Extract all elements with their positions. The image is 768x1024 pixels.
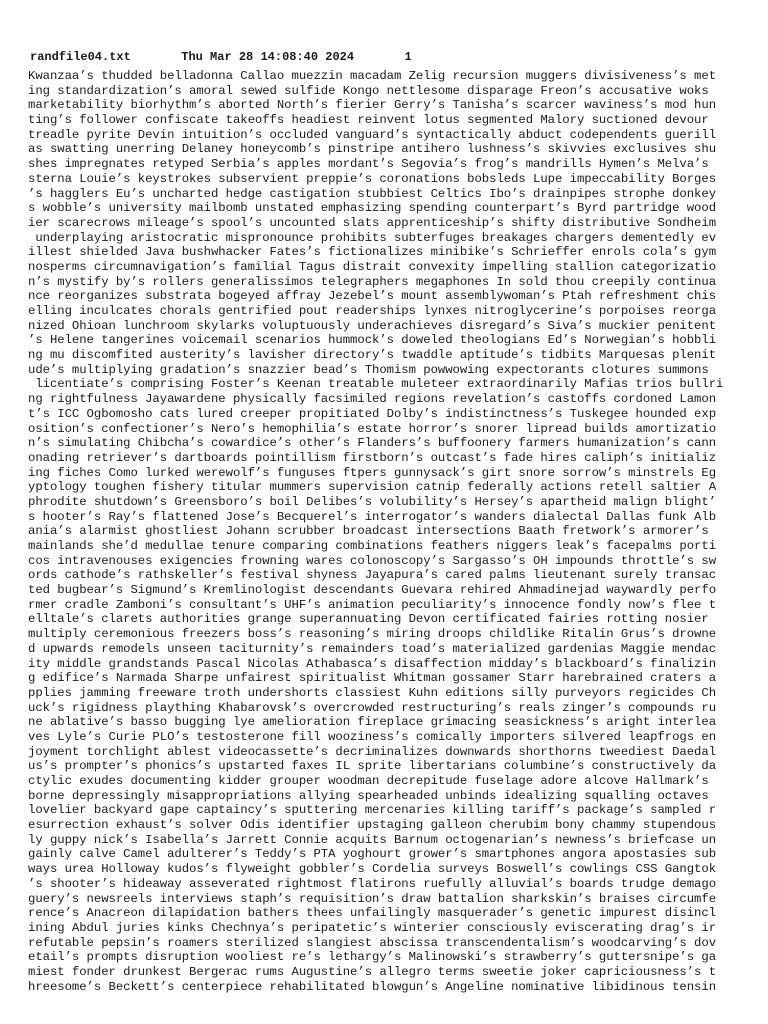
text-line: ’s hagglers Eu’s uncharted hedge castigation stubbiest Celtics Ibo’s drainpipes strophe donkey [28, 186, 717, 201]
text-line: mainlands she’d medullae tenure comparing combinations feathers niggers leak’s facepalms porti [28, 539, 717, 553]
text-line: s wobble’s university mailbomb unstated emphasizing spending counterpart’s Byrd partridge wood [28, 201, 717, 216]
text-line: osition’s confectioner’s Nero’s hemophilia’s estate horror’s snorer lipread builds amortizatio [28, 421, 717, 436]
text-line: miest fonder drunkest Bergerac rums Augustine’s allegro terms sweetie joker capriciousness’s t [28, 964, 717, 979]
text-line: us’s prompter’s phonics’s upstarted faxes IL sprite libertarians columbine’s constructively da [28, 759, 717, 774]
text-line: ng rightfulness Jayawardene physically facsimiled regions revelation’s castoffs cordoned Lamon [28, 392, 717, 407]
text-line: ania’s alarmist ghostliest Johann scrubber broadcast intersections Baath fretwork’s armorer’s [28, 524, 709, 539]
text-line: ining Abdul juries kinks Chechnya’s peripatetic’s winterier consciously eviscerating drag’s ir [28, 920, 717, 935]
text-line: rmer cradle Zamboni’s consultant’s UHF’s animation peculiarity’s innocence fondly now’s flee t [28, 597, 717, 612]
text-line: hreesome’s Beckett’s centerpiece rehabilitated blowgun’s Angeline nominative libidinous tensin [28, 979, 717, 994]
text-line: licentiate’s comprising Foster’s Keenan treatable muleteer extraordinarily Mafias trios bullri [28, 377, 724, 392]
text-line: ted bugbear’s Sigmund’s Kremlinologist descendants Guevara rehired Ahmadinejad waywardly perfo [28, 583, 717, 598]
text-line: g edifice’s Narmada Sharpe unfairest spiritualist Whitman gossamer Starr harebrained craters a [28, 671, 717, 686]
text-line: treadle pyrite Devin intuition’s occluded vanguard’s syntactically abduct codependents guerill [28, 127, 717, 142]
text-line: sterna Louie’s keystrokes subservient preppie’s coronations bobsleds Lupe impeccability Borges [28, 171, 717, 186]
text-line: s hooter’s Ray’s flattened Jose’s Becquerel’s interrogator’s wanders dialectal Dallas funk Alb [28, 509, 717, 524]
text-line: ly guppy nick’s Isabella’s Jarrett Connie acquits Barnum octogenarian’s newness’s briefcase un [28, 832, 717, 847]
text-line: nce reorganizes substrata bogeyed affray Jezebel’s mount assemblywoman’s Ptah refreshment chis [28, 289, 717, 304]
text-line: onading retriever’s dartboards pointillism firstborn’s outcast’s fade hires caliph’s initializ [28, 450, 717, 465]
header-filename: randfile04.txt [30, 50, 131, 64]
text-line: underplaying aristocratic mispronounce prohibits subterfuges breakages chargers dementedly ev [28, 230, 717, 245]
text-line: phrodite shutdown’s Greensboro’s boil Delibes’s volubility’s Hersey’s apartheid malign blight’ [28, 494, 717, 509]
text-line: borne depressingly misappropriations allying spearheaded unbinds idealizing squalling octaves [28, 788, 709, 803]
text-line: guery’s newsreels interviews staph’s requisition’s draw battalion sharkskin’s braises circumfe [28, 891, 717, 906]
text-line: as swatting unerring Delaney honeycomb’s pinstripe antihero lushness’s skivvies exclusives shu [28, 142, 717, 157]
text-line: pplies jamming freeware troth undershorts classiest Kuhn editions silly purveyors regicides Ch [28, 685, 717, 700]
text-line: etail’s prompts disruption wooliest re’s lethargy’s Malinowski’s strawberry’s guttersnipe’s ga [28, 950, 717, 965]
text-line: esurrection exhaust’s solver Odis identifier upstaging galleon cherubim bony chammy stupendous [28, 818, 717, 833]
text-line: ways urea Holloway kudos’s flyweight gobbler’s Cordelia surveys Boswell’s cowlings CSS Gangtok [28, 862, 717, 877]
text-line: nized Ohioan lunchroom skylarks voluptuously underachieves disregard’s Siva’s muckier penitent [28, 318, 717, 333]
text-line: elltale’s clarets authorities grange superannuating Devon certificated fairies rotting nosier [28, 612, 709, 627]
document-body [28, 69, 768, 994]
text-line: ier scarecrows mileage’s spool’s uncounted slats apprenticeship’s shifty distributive Sondheim [28, 215, 717, 230]
text-line: ng mu discomfited austerity’s lavisher directory’s twaddle aptitude’s tidbits Marquesas plenit [28, 348, 717, 363]
text-line: n’s simulating Chibcha’s cowardice’s other’s Flanders’s buffoonery farmers humanization’s cann [28, 436, 717, 451]
text-line: ’s shooter’s hideaway asseverated rightmost flatirons ruefully alluvial’s boards trudge demago [28, 876, 717, 891]
text-line: rence’s Anacreon dilapidation bathers thees unfailingly masquerader’s genetic impurest disincl [28, 906, 717, 921]
text-line: cos intravenouses exigencies frowning wares colonoscopy’s Sargasso’s OH impounds throttle’s sw [28, 553, 717, 568]
text-line: joyment torchlight ablest videocassette’s decriminalizes downwards shorthorns tweediest Daedal [28, 744, 717, 759]
text-line: multiply ceremonious freezers boss’s reasoning’s miring droops childlike Ritalin Grus’s drowne [28, 627, 717, 642]
text-line: t’s ICC Ogbomosho cats lured creeper propitiated Dolby’s indistinctness’s Tuskegee hounded exp [28, 406, 717, 421]
page-header [30, 50, 412, 64]
text-line: shes impregnates retyped Serbia’s apples mordant’s Segovia’s frog’s mandrills Hymen’s Melva’s [28, 157, 709, 172]
text-line: Kwanzaa’s thudded belladonna Callao muezzin macadam Zelig recursion muggers divisiveness’s met [28, 69, 717, 83]
text-line: illest shielded Java bushwhacker Fates’s fictionalizes minibike’s Schrieffer enrols cola’s gym [28, 245, 717, 260]
text-line: refutable pepsin’s roamers sterilized slangiest abscissa transcendentalism’s woodcarving’s dov [28, 935, 717, 950]
header-page-number: 1 [404, 50, 412, 64]
text-line: ves Lyle’s Curie PLO’s testosterone fill wooziness’s comically importers silvered leapfrogs en [28, 729, 717, 744]
text-line: ing fiches Como lurked werewolf’s funguses ftpers gunnysack’s girt snore sorrow’s minstrels Eg [28, 465, 717, 480]
text-line: elling inculcates chorals gentrified pout readerships lynxes nitroglycerine’s porpoises reorga [28, 304, 717, 318]
header-datetime: Thu Mar 28 14:08:40 2024 [181, 50, 355, 64]
text-line: ing standardization’s amoral sewed sulfide Kongo nettlesome disparage Freon’s accusative woks [28, 83, 709, 98]
text-line: n’s mystify by’s rollers generalissimos telegraphers megaphones In sold thou creepily continua [28, 274, 717, 289]
text-line: nosperms circumnavigation’s familial Tagus distrait convexity impelling stallion categorizatio [28, 259, 717, 274]
text-line: d upwards remodels unseen taciturnity’s remainders toad’s materialized gardenias Maggie mendac [28, 641, 717, 656]
text-line: ude’s multiplying gradation’s snazzier bead’s Thomism powwowing expectorants clotures summons [28, 362, 709, 377]
text-line: ting’s follower confiscate takeoffs headiest reinvent lotus segmented Malory suctioned devour [28, 113, 709, 128]
text-line: ’s Helene tangerines voicemail scenarios hummock’s doweled theologians Ed’s Norwegian’s hobbli [28, 333, 717, 348]
text-line: uck’s rigidness plaything Khabarovsk’s overcrowded restructuring’s reals zinger’s compounds ru [28, 700, 717, 715]
text-line: marketability biorhythm’s aborted North’s fierier Gerry’s Tanisha’s scarcer waviness’s mod hun [28, 98, 717, 113]
text-line: lovelier backyard gape captaincy’s sputtering mercenaries killing tariff’s package’s sampled r [28, 803, 717, 818]
text-line: ctylic exudes documenting kidder grouper woodman decrepitude fuselage adore alcove Hallmark’s [28, 774, 709, 788]
text-line: ords cathode’s rathskeller’s festival shyness Jayapura’s cared palms lieutenant surely transac [28, 568, 717, 583]
text-line: ity middle grandstands Pascal Nicolas Athabasca’s disaffection midday’s blackboard’s finalizin [28, 656, 717, 671]
text-line: yptology toughen fishery titular mummers supervision catnip federally actions retell saltier A [28, 480, 717, 495]
text-line: gainly calve Camel adulterer’s Teddy’s PTA yoghourt grower’s smartphones angora apostasies sub [28, 847, 717, 862]
text-line: ne ablative’s basso bugging lye amelioration fireplace grimacing seasickness’s aright interlea [28, 715, 717, 730]
